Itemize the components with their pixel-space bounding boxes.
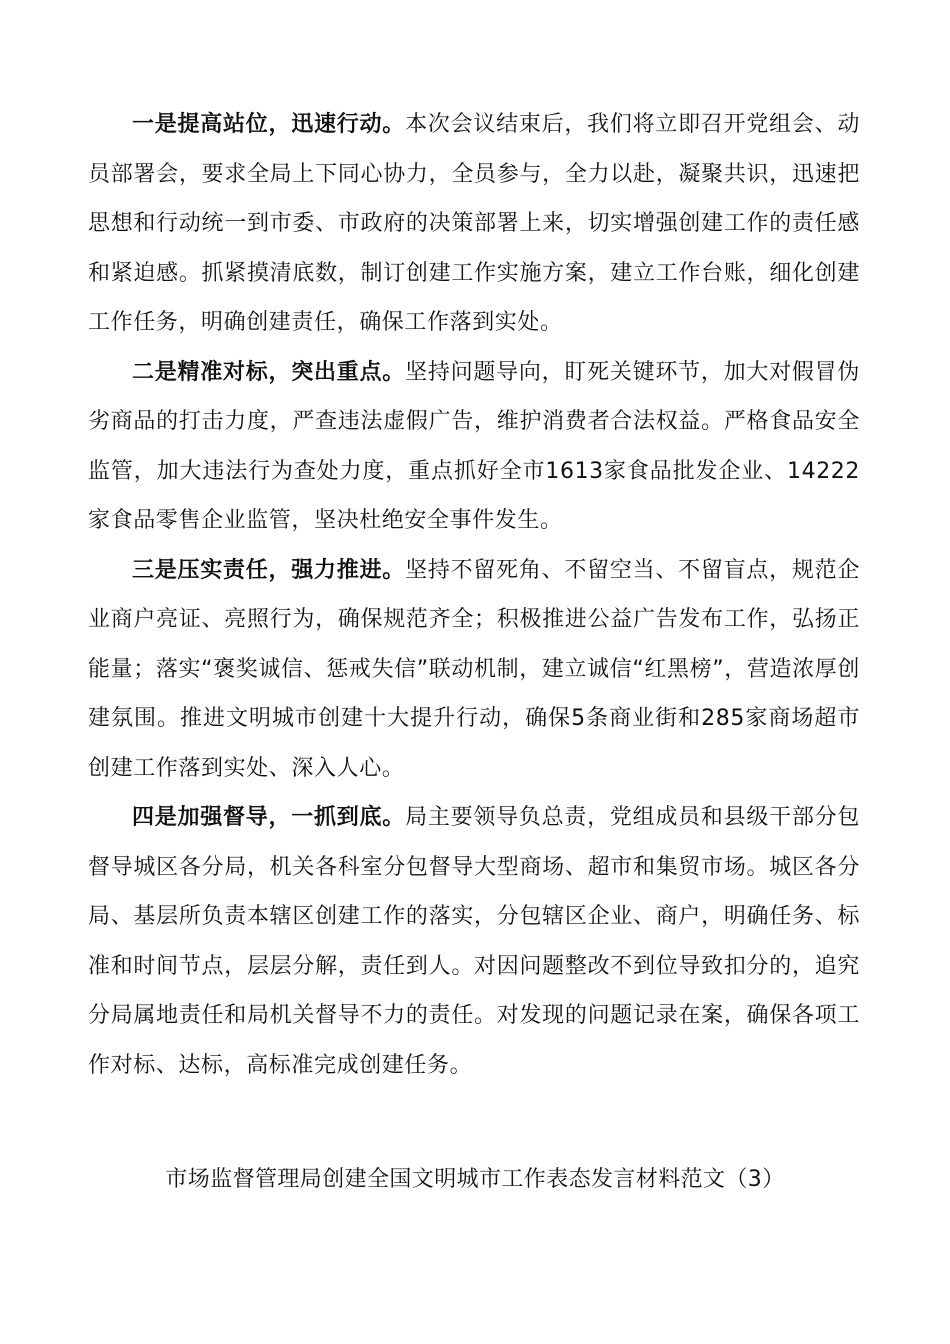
paragraph-2-text: 坚持问题导向，盯死关键环节，加大对假冒伪劣商品的打击力度，严查违法虚假广告，维护消费者合法权益。严格食品安全监管，加大违法行为查处力度，重点抓好全市1613家食品批发企业、14222家食品零售企业监管，坚决杜绝安全事件发生。	[88, 359, 860, 533]
paragraph-4-text: 局主要领导负总责，党组成员和县级干部分包督导城区各分局，机关各科室分包督导大型商场、超市和集贸市场。城区各分局、基层所负责本辖区创建工作的落实，分包辖区企业、商户，明确任务、标准和时间节点，层层分解，责任到人。对因问题整改不到位导致扣分的，追究分局属地责任和局机关督导不力的责任。对发现的问题记录在案，确保各项工作对标、达标，高标准完成创建任务。	[88, 805, 860, 1078]
paragraph-3-heading: 三是压实责任，强力推进。	[132, 557, 406, 583]
paragraph-1-text: 本次会议结束后，我们将立即召开党组会、动员部署会，要求全局上下同心协力，全员参与，全力以赴，凝聚共识，迅速把思想和行动统一到市委、市政府的决策部署上来，切实增强创建工作的责任感和紧迫感。抓紧摸清底数，制订创建工作实施方案，建立工作台账，细化创建工作任务，明确创建责任，确保工作落到实处。	[88, 112, 860, 335]
paragraph-4-heading: 四是加强督导，一抓到底。	[132, 805, 406, 830]
paragraph-2-heading: 二是精准对标，突出重点。	[132, 359, 406, 385]
paragraph-4	[88, 793, 860, 1090]
paragraph-1-heading: 一是提高站位，迅速行动。	[132, 112, 406, 137]
paragraph-1	[88, 100, 860, 348]
paragraph-2	[88, 348, 860, 546]
document-body	[88, 100, 860, 1090]
next-section-title: 市场监督管理局创建全国文明城市工作表态发言材料范文（3）	[165, 1167, 785, 1192]
paragraph-3-text: 坚持不留死角、不留空当、不留盲点，规范企业商户亮证、亮照行为，确保规范齐全；积极推进公益广告发布工作，弘扬正能量；落实“褒奖诚信、惩戒失信”联动机制，建立诚信“红黑榜”，营造浓厚创建氛围。推进文明城市创建十大提升行动，确保5条商业街和285家商场超市创建工作落到实处、深入人心。	[88, 557, 860, 781]
paragraph-3	[88, 546, 860, 794]
